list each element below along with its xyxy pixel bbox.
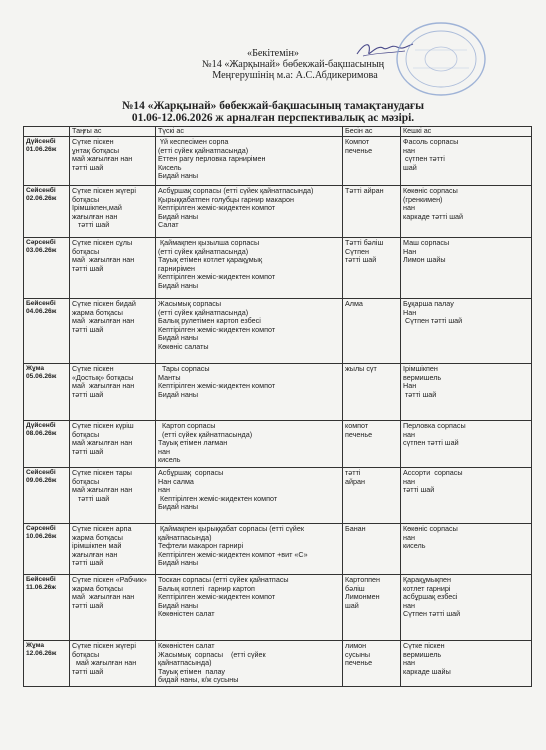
cell-line: нан	[403, 532, 415, 542]
cell-line: гарнирімен	[158, 263, 195, 273]
approval-director: Меңгерушінің м.а: А.С.Абдикеримова	[212, 70, 378, 81]
cell-line: печенье	[345, 429, 373, 439]
cell-line: лимон	[345, 641, 367, 650]
cell-line: ботқасы	[72, 246, 100, 256]
cell-line: нан	[403, 203, 415, 213]
lunch-cell	[156, 364, 343, 421]
cell-line: асбұршақ езбесі	[403, 592, 458, 602]
approval-org: №14 «Жарқынай» бөбекжай-бақшасының	[201, 59, 385, 70]
cell-line: ботқасы	[72, 476, 100, 486]
snack-cell	[343, 575, 401, 641]
day-cell	[24, 137, 70, 186]
lunch-cell	[156, 421, 343, 468]
lunch-cell	[156, 468, 343, 524]
cell-line: Асбұршақ сорпасы (етті сүйек қайнатпасында)	[158, 186, 314, 195]
cell-line: Жасымық сорпасы (етті сүйек	[158, 649, 266, 659]
cell-line: сүтпен тәтті	[403, 154, 445, 164]
cell-line: вермишель	[403, 372, 442, 382]
dinner-cell	[401, 575, 532, 641]
cell-line: жағылған нан	[72, 549, 118, 559]
cell-line: тәтті шай	[345, 255, 377, 265]
cell-line: жарма ботқасы	[72, 532, 123, 542]
cell-line: 03.06.26ж	[26, 246, 57, 254]
cell-line: Сүтке піскен күріш	[72, 421, 134, 430]
breakfast-cell	[70, 524, 156, 575]
cell-line: Тәтті бәліш	[345, 238, 384, 247]
cell-line: Лимон шайы	[403, 255, 446, 265]
breakfast-cell	[70, 186, 156, 238]
dinner-cell	[401, 641, 532, 687]
day-cell	[24, 468, 70, 524]
cell-line: вермишель	[403, 649, 442, 659]
cell-line: нан	[403, 145, 415, 155]
cell-line: жағылған нан	[72, 211, 118, 221]
cell-line: Маш сорпасы	[403, 238, 450, 247]
cell-line: тәтті шай	[72, 162, 104, 172]
day-cell	[24, 421, 70, 468]
cell-line: Кептірілген жеміс-жидектен компот	[158, 203, 276, 213]
cell-line: май жағылған нан	[72, 658, 137, 668]
cell-line: Картоп сорпасы	[158, 421, 216, 430]
cell-line: 01.06.26ж	[26, 145, 57, 153]
cell-line: Бидай наны	[158, 502, 199, 512]
cell-line: 09.06.26ж	[26, 476, 57, 484]
dinner-cell	[401, 238, 532, 299]
header-row	[24, 127, 532, 137]
cell-line: тәтті шай	[403, 485, 435, 495]
header-breakfast: Таңғы ас	[70, 127, 156, 137]
cell-line: тәтті шай	[72, 666, 104, 676]
cell-line: нан	[403, 476, 415, 486]
cell-line: тәтті шай	[72, 220, 110, 230]
cell-line: Сүтке піскен	[403, 641, 445, 650]
cell-line: Жасымық сорпасы	[158, 299, 222, 308]
cell-line: тәтті шай	[403, 389, 437, 399]
cell-line: Тауық етімен палау	[158, 666, 226, 676]
cell-line: Бидай наны	[158, 558, 199, 568]
cell-line: Тәтті айран	[345, 186, 384, 195]
snack-cell	[343, 524, 401, 575]
cell-line: Көкөністен салат	[158, 641, 215, 650]
cell-line: бәліш	[345, 583, 365, 593]
cell-line: Фасоль сорпасы	[403, 137, 459, 146]
cell-line: Сүтпен	[345, 246, 369, 256]
cell-line: айран	[345, 476, 365, 486]
cell-line: печенье	[345, 145, 373, 155]
lunch-cell	[156, 299, 343, 364]
cell-line: бидай наны, к/ж сусыны	[158, 675, 239, 685]
cell-line: Бидай наны	[158, 600, 199, 610]
table-row	[24, 641, 532, 687]
cell-line: Дүйсенбі	[26, 138, 56, 145]
cell-line: Нан салма	[158, 476, 194, 486]
dinner-cell	[401, 524, 532, 575]
cell-line: Сүтке піскен жүгері	[72, 641, 137, 650]
cell-line: 08.06.26ж	[26, 429, 57, 437]
title-line-2: 01.06-12.06.2026 ж арналған перспективалық ас мәзірі.	[131, 112, 415, 124]
menu-table	[23, 126, 532, 687]
cell-line: Кептірілген жеміс-жидектен компот	[158, 324, 276, 334]
cell-line: 02.06.26ж	[26, 194, 57, 202]
cell-line: Сүтке піскен	[72, 137, 114, 146]
cell-line: тәтті	[345, 468, 361, 477]
breakfast-cell	[70, 299, 156, 364]
snack-cell	[343, 186, 401, 238]
cell-line: Сүтке піскен тары	[72, 468, 132, 477]
dinner-cell	[401, 137, 532, 186]
cell-line: нан	[403, 658, 415, 668]
cell-line: тәтті шай	[72, 446, 104, 456]
cell-line: жылы сүт	[345, 364, 377, 373]
cell-line: Бейсенбі	[26, 576, 56, 583]
cell-line: кисель	[403, 541, 426, 551]
dinner-cell	[401, 364, 532, 421]
lunch-cell	[156, 641, 343, 687]
cell-line: шай	[345, 600, 359, 610]
breakfast-cell	[70, 137, 156, 186]
day-cell	[24, 364, 70, 421]
cell-line: Бидай наны	[158, 211, 199, 221]
cell-line: қайнатпасында)	[158, 532, 212, 542]
snack-cell	[343, 137, 401, 186]
cell-line: Қарақұмықпен	[403, 575, 452, 584]
cell-line: Кептірілген жеміс-жидектен компот	[158, 592, 276, 602]
cell-line: 11.06.26ж	[26, 583, 56, 591]
cell-line: Көкөніс сорпасы	[403, 524, 458, 533]
cell-line: Еттен рагу перловка гарнирімен	[158, 154, 266, 164]
cell-line: Жұма	[26, 642, 45, 649]
cell-line: Кисель	[158, 162, 182, 172]
cell-line: Балық рулетімен картоп езбесі	[158, 316, 261, 326]
cell-line: Ірімшікпен	[403, 364, 438, 373]
cell-line: Тоскан сорпасы (етті сүйек қайнатпасы	[158, 575, 289, 584]
cell-line: Сәрсенбі	[26, 239, 56, 246]
breakfast-cell	[70, 238, 156, 299]
title-line-1: №14 «Жарқынай» бөбекжай-бақшасының тамақтанудағы	[121, 100, 425, 112]
approval-heading: «Бекітемін»	[246, 48, 300, 59]
cell-line: май жағылған нан	[72, 255, 135, 265]
cell-line: кисель	[158, 455, 181, 465]
cell-line: Сүтке піскен	[72, 364, 114, 373]
cell-line: Алма	[345, 299, 363, 308]
cell-line: Балық котлеті гарнир картоп	[158, 583, 255, 593]
cell-line: май жағылған нан	[72, 316, 135, 326]
cell-line: тәтті шай	[72, 324, 104, 334]
cell-line: ұнтақ ботқасы	[72, 145, 120, 155]
cell-line: (етті сүйек қайнатпасында)	[158, 145, 249, 155]
cell-line: Нан	[403, 246, 417, 256]
snack-cell	[343, 468, 401, 524]
cell-line: Тары сорпасы	[158, 364, 210, 373]
lunch-cell	[156, 524, 343, 575]
breakfast-cell	[70, 641, 156, 687]
cell-line: ботқасы	[72, 194, 100, 204]
cell-line: Кептірілген жеміс-жидектен компот	[158, 272, 276, 282]
dinner-cell	[401, 421, 532, 468]
cell-line: (етті сүйек қайнатпасында)	[158, 246, 249, 256]
cell-line: қайнатпасында)	[158, 658, 212, 668]
cell-line: 05.06.26ж	[26, 372, 57, 380]
cell-line: Асбұршақ сорпасы	[158, 468, 224, 477]
table-row	[24, 299, 532, 364]
cell-line: нан	[403, 600, 415, 610]
cell-line: Тефтели макарон гарнирі	[158, 541, 244, 551]
cell-line: тәтті шай	[72, 558, 104, 568]
cell-line: нан	[158, 485, 170, 495]
cell-line: Қаймақпен қырыққабат сорпасы (етті сүйек	[158, 524, 304, 533]
cell-line: Сүтпен тәтті шай	[403, 609, 461, 619]
cell-line: Сәрсенбі	[26, 525, 56, 532]
day-cell	[24, 575, 70, 641]
cell-line: ботқасы	[72, 649, 100, 659]
snack-cell	[343, 364, 401, 421]
document-title	[0, 100, 546, 124]
cell-line: каркаде шайы	[403, 666, 451, 676]
header-snack: Бесін ас	[343, 127, 401, 137]
cell-line: Сүтке піскен бидай	[72, 299, 136, 308]
table-row	[24, 575, 532, 641]
cell-line: май жағылған нан	[72, 592, 135, 602]
cell-line: Салат	[158, 220, 179, 230]
lunch-cell	[156, 186, 343, 238]
cell-line: Нан	[403, 307, 417, 317]
table-row	[24, 186, 532, 238]
cell-line: Тауық етімен лағман	[158, 438, 228, 448]
dinner-cell	[401, 468, 532, 524]
snack-cell	[343, 238, 401, 299]
cell-line: котлет гарнирі	[403, 583, 451, 593]
cell-line: Сүтке піскен жүгері	[72, 186, 137, 195]
cell-line: тәтті шай	[72, 389, 104, 399]
lunch-cell	[156, 137, 343, 186]
cell-line: май жағылған нан	[72, 438, 133, 448]
lunch-cell	[156, 575, 343, 641]
cell-line: нан	[158, 446, 170, 456]
cell-line: Манты	[158, 372, 181, 382]
day-cell	[24, 641, 70, 687]
cell-line: тәтті шай	[72, 263, 104, 273]
cell-line: компот	[345, 421, 369, 430]
cell-line: каркаде тәтті шай	[403, 211, 464, 221]
cell-line: май жағылған нан	[72, 485, 133, 495]
table-row	[24, 364, 532, 421]
cell-line: (гренкимен)	[403, 194, 443, 204]
lunch-cell	[156, 238, 343, 299]
cell-line: 04.06.26ж	[26, 307, 57, 315]
cell-line: (етті сүйек қайнатпасында)	[158, 307, 249, 317]
table-row	[24, 238, 532, 299]
cell-line: жарма ботқасы	[72, 307, 123, 317]
day-cell	[24, 299, 70, 364]
cell-line: Ірімшікпен,май	[72, 203, 122, 213]
cell-line: Сүтке піскен сұлы	[72, 238, 133, 247]
cell-line: жарма ботқасы	[72, 583, 123, 593]
cell-line: Перловка сорпасы	[403, 421, 466, 430]
cell-line: Қаймақпен қызылша сорпасы	[158, 238, 260, 247]
cell-line: ботқасы	[72, 429, 100, 439]
dinner-cell	[401, 186, 532, 238]
cell-line: сүтпен тәтті шай	[403, 438, 459, 448]
snack-cell	[343, 421, 401, 468]
cell-line: печенье	[345, 658, 373, 668]
cell-line: Көкөністен салат	[158, 609, 215, 619]
cell-line: ірімшікпен май	[72, 541, 122, 551]
day-cell	[24, 238, 70, 299]
cell-line: Картоппен	[345, 575, 380, 584]
cell-line: Кептірілген жеміс-жидектен компот +вит «С»	[158, 549, 308, 559]
cell-line: Компот	[345, 137, 370, 146]
cell-line: Сейсенбі	[26, 187, 56, 194]
cell-line: 10.06.26ж	[26, 532, 57, 540]
day-cell	[24, 186, 70, 238]
cell-line: Бидай наны	[158, 389, 199, 399]
cell-line: Кептірілген жеміс-жидектен компот	[158, 493, 278, 503]
header-lunch: Түскі ас	[156, 127, 343, 137]
cell-line: Кептірілген жеміс-жидектен компот	[158, 381, 276, 391]
cell-line: Үй кеспесімен сорпа	[158, 137, 229, 146]
cell-line: 12.06.26ж	[26, 649, 57, 657]
breakfast-cell	[70, 575, 156, 641]
cell-line: Бидай наны	[158, 333, 199, 343]
menu-table-body	[24, 137, 532, 687]
cell-line: Сейсенбі	[26, 469, 56, 476]
header-day	[24, 127, 70, 137]
cell-line: май жағылған нан	[72, 381, 135, 391]
cell-line: Қырыққабатпен голубцы гарнир макарон	[158, 194, 294, 204]
header-dinner: Кешкі ас	[401, 127, 532, 137]
organization-seal	[395, 20, 487, 98]
cell-line: май жағылған нан	[72, 154, 133, 164]
cell-line: Көкөніс сорпасы	[403, 186, 458, 195]
table-row	[24, 421, 532, 468]
cell-line: Бұқарша палау	[403, 299, 454, 308]
cell-line: Тауық етімен котлет қарақұмық	[158, 255, 263, 265]
cell-line: Банан	[345, 524, 366, 533]
cell-line: шай	[403, 162, 417, 172]
cell-line: Бидай наны	[158, 171, 199, 181]
cell-line: нан	[403, 429, 415, 439]
cell-line: Дүйсенбі	[26, 422, 56, 429]
snack-cell	[343, 641, 401, 687]
cell-line: Сүтпен тәтті шай	[403, 316, 463, 326]
cell-line: (етті сүйек қайнатпасында)	[158, 429, 253, 439]
cell-line: тәтті шай	[72, 493, 110, 503]
table-row	[24, 524, 532, 575]
cell-line: Көкөніс салаты	[158, 341, 209, 351]
cell-line: Ассорти сорпасы	[403, 468, 463, 477]
table-row	[24, 137, 532, 186]
snack-cell	[343, 299, 401, 364]
cell-line: тәтті шай	[72, 600, 104, 610]
cell-line: Бидай наны	[158, 280, 199, 290]
table-row	[24, 468, 532, 524]
day-cell	[24, 524, 70, 575]
cell-line: Сүтке піскен «Рабчик»	[72, 575, 147, 584]
cell-line: Бейсенбі	[26, 300, 56, 307]
cell-line: Сүтке піскен арпа	[72, 524, 132, 533]
cell-line: «Достық» ботқасы	[72, 372, 134, 382]
breakfast-cell	[70, 421, 156, 468]
cell-line: сусыны	[345, 649, 371, 659]
dinner-cell	[401, 299, 532, 364]
cell-line: Жұма	[26, 365, 45, 372]
cell-line: Лимонмен	[345, 592, 380, 602]
breakfast-cell	[70, 468, 156, 524]
cell-line: Нан	[403, 381, 417, 391]
breakfast-cell	[70, 364, 156, 421]
